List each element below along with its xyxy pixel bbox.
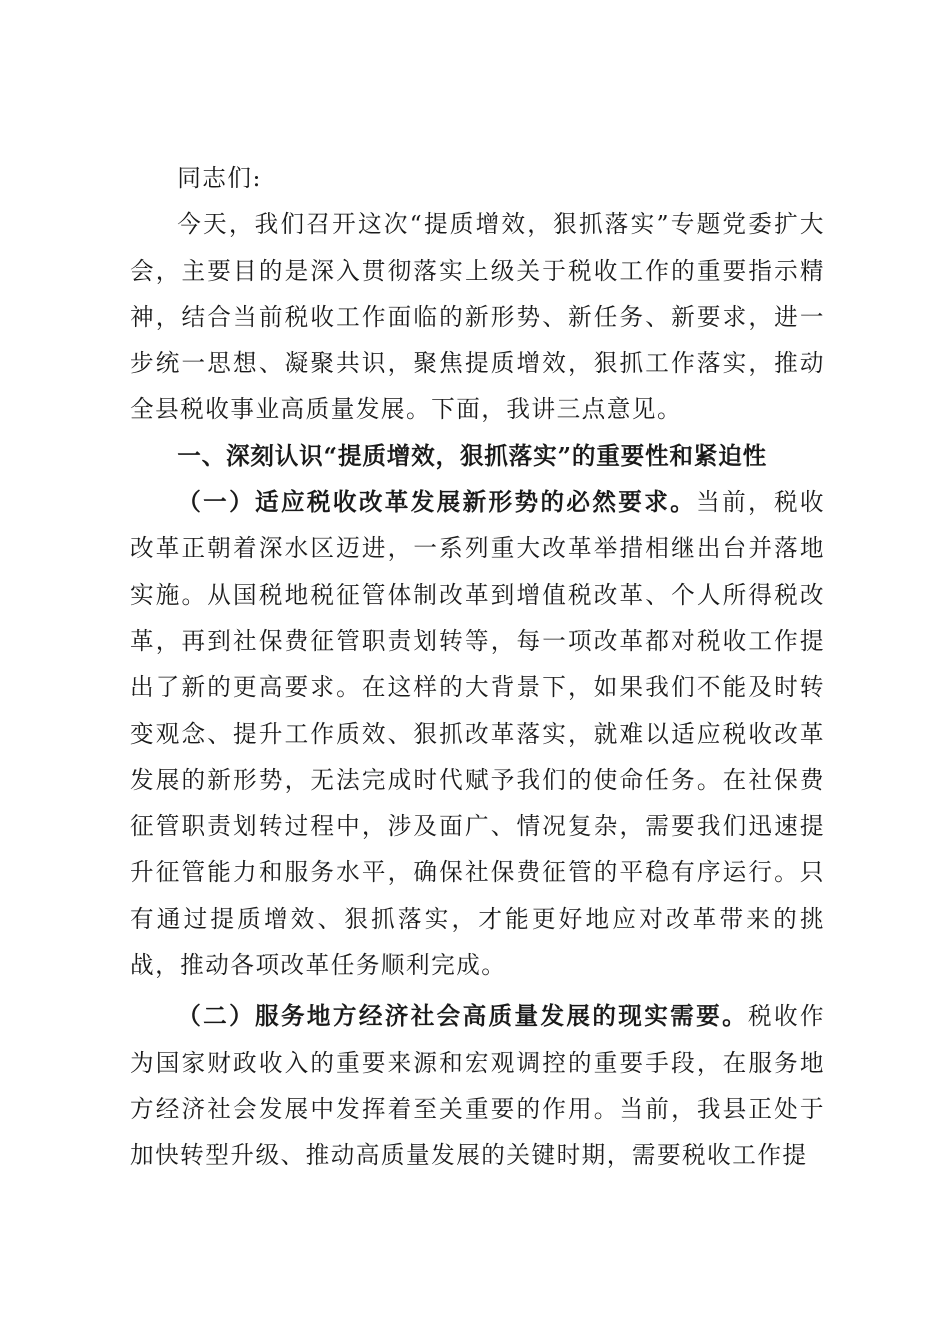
salutation: 同志们: bbox=[177, 164, 262, 192]
subsection-1-body: 当前，税收改革正朝着深水区迈进，一系列重大改革举措相继出台并落地实施。从国税地税征管体制改革到增值税改革、个人所得税改革，再到社保费征管职责划转等，每一项改革都对税收工作提出了新的更高要求。在这样的大背景下，如果我们不能及时转变观念、提升工作质效、狠抓改革落实，就难以适应税收改革发展的新形势，无法完成时代赋予我们的使命任务。在社保费征管职责划转过程中，涉及面广、情况复杂，需要我们迅速提升征管能力和服务水平，确保社保费征管的平稳有序运行。只有通过提质增效、狠抓落实，才能更好地应对改革带来的挑战，推动各项改革任务顺利完成。 bbox=[130, 488, 826, 980]
document-page bbox=[130, 155, 825, 1179]
subsection-2-title: （二）服务地方经济社会高质量发展的现实需要。 bbox=[177, 1002, 749, 1031]
subsection-1-paragraph bbox=[130, 479, 825, 988]
subsection-2-body: 税收作为国家财政收入的重要来源和宏观调控的重要手段，在服务地方经济社会发展中发挥着至关重要的作用。当前，我县正处于加快转型升级、推动高质量发展的关键时期，需要税收工作提 bbox=[130, 1002, 826, 1170]
section-1-heading: 一、深刻认识“提质增效，狠抓落实”的重要性和紧迫性 bbox=[177, 441, 767, 470]
subsection-2-paragraph bbox=[130, 993, 825, 1178]
subsection-1-title: （一）适应税收改革发展新形势的必然要求。 bbox=[177, 488, 697, 517]
intro-paragraph: 今天，我们召开这次“提质增效，狠抓落实”专题党委扩大会，主要目的是深入贯彻落实上级关于税收工作的重要指示精神，结合当前税收工作面临的新形势、新任务、新要求，进一步统一思想、凝聚共识，聚焦提质增效，狠抓工作落实，推动全县税收事业高质量发展。下面，我讲三点意见。 bbox=[130, 210, 825, 424]
